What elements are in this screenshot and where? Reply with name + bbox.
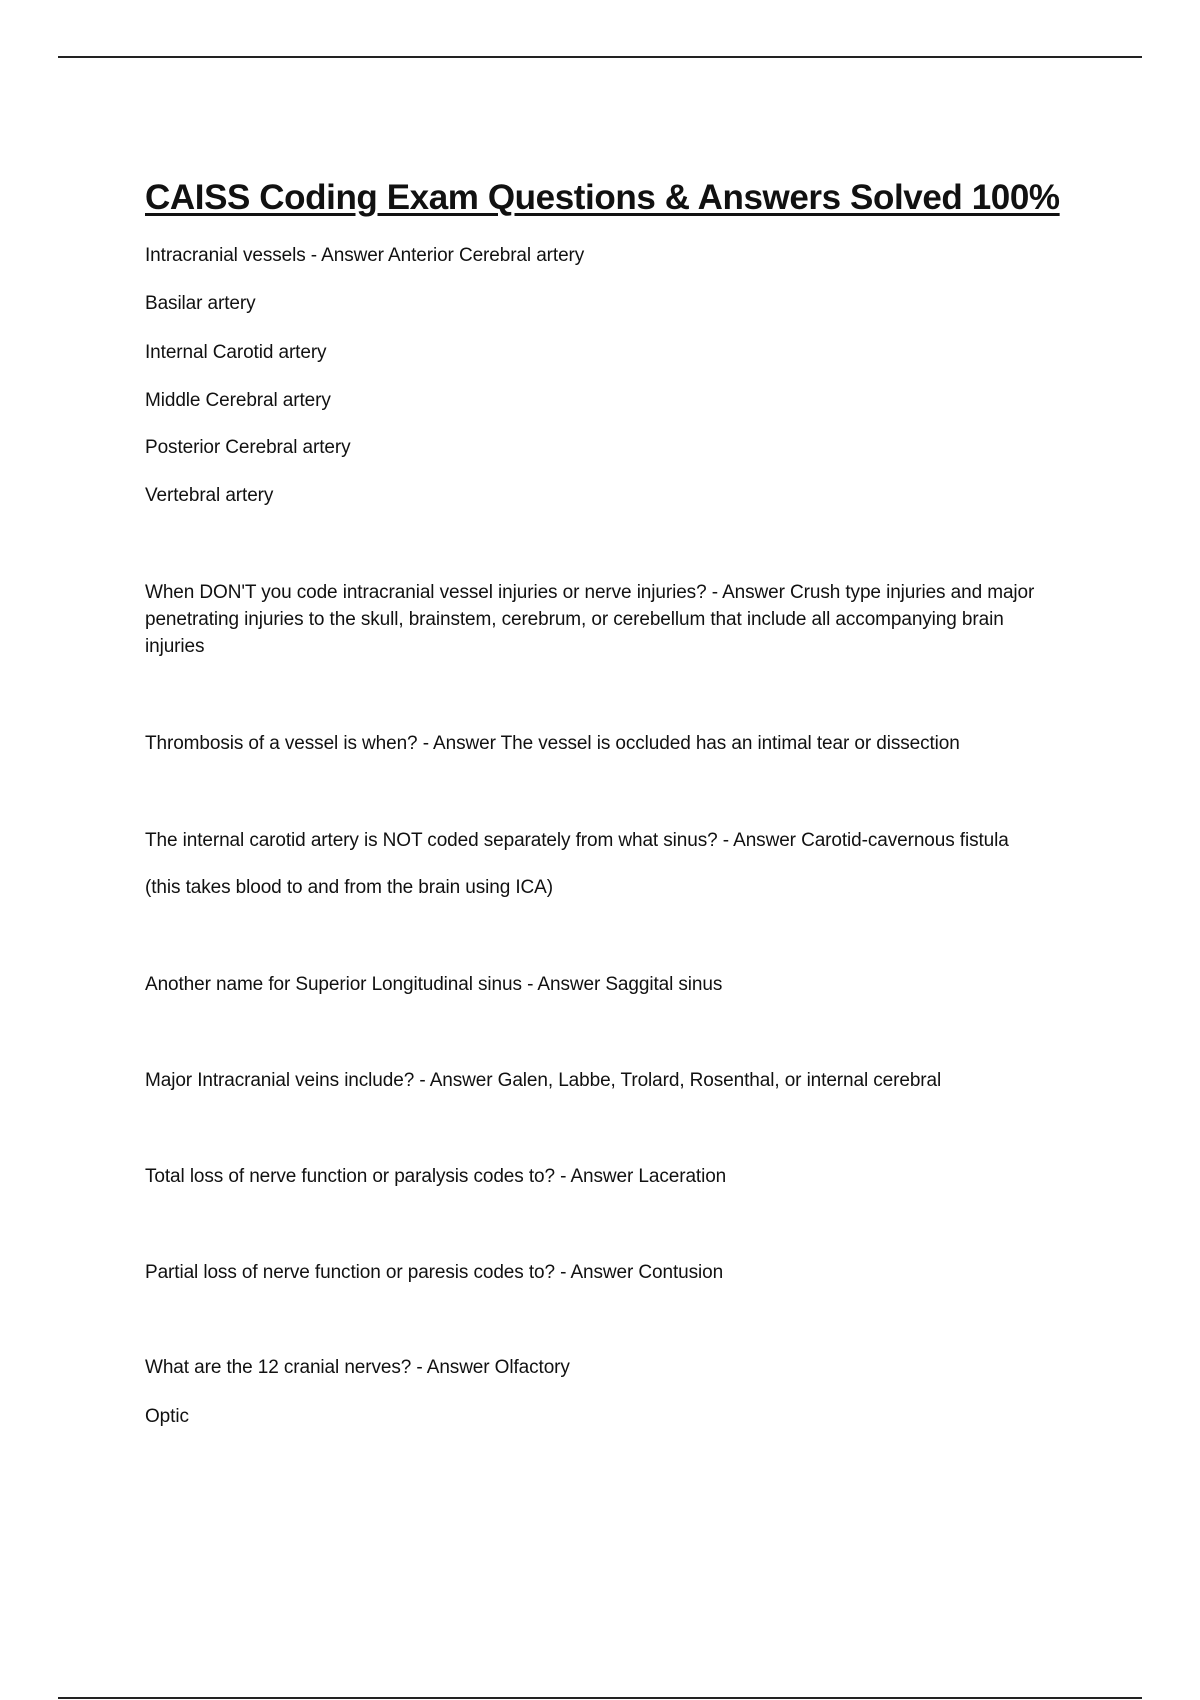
text-line: Vertebral artery: [145, 485, 274, 506]
text-line: Internal Carotid artery: [145, 342, 327, 363]
document-title: CAISS Coding Exam Questions & Answers Solved 100%: [145, 178, 1060, 217]
text-line: Thrombosis of a vessel is when? - Answer The vessel is occluded has an intimal tear or dissection: [145, 733, 960, 754]
text-line: Optic: [145, 1406, 189, 1427]
text-line: Total loss of nerve function or paralysis codes to? - Answer Laceration: [145, 1166, 727, 1187]
text-line: (this takes blood to and from the brain using ICA): [145, 877, 553, 898]
header-rule: [58, 56, 1142, 58]
text-line: Basilar artery: [145, 293, 256, 314]
footer-rule: [58, 1697, 1142, 1699]
text-line: Major Intracranial veins include? - Answer Galen, Labbe, Trolard, Rosenthal, or internal cerebral: [145, 1070, 942, 1091]
text-line: Another name for Superior Longitudinal sinus - Answer Saggital sinus: [145, 974, 723, 995]
text-line: Posterior Cerebral artery: [145, 437, 351, 458]
text-paragraph: When DON'T you code intracranial vessel injuries or nerve injuries? - Answer Crush type injuries and major penetrating injuries to the skull, brainstem, cerebrum, or cerebellum that include all accompanying brain injuries: [145, 582, 1035, 657]
text-line: The internal carotid artery is NOT coded separately from what sinus? - Answer Carotid-cavernous fistula: [145, 830, 1009, 851]
text-line: Partial loss of nerve function or paresis codes to? - Answer Contusion: [145, 1262, 724, 1283]
text-line: Middle Cerebral artery: [145, 390, 331, 411]
text-line: Intracranial vessels - Answer Anterior Cerebral artery: [145, 245, 585, 266]
text-line: What are the 12 cranial nerves? - Answer Olfactory: [145, 1357, 570, 1378]
